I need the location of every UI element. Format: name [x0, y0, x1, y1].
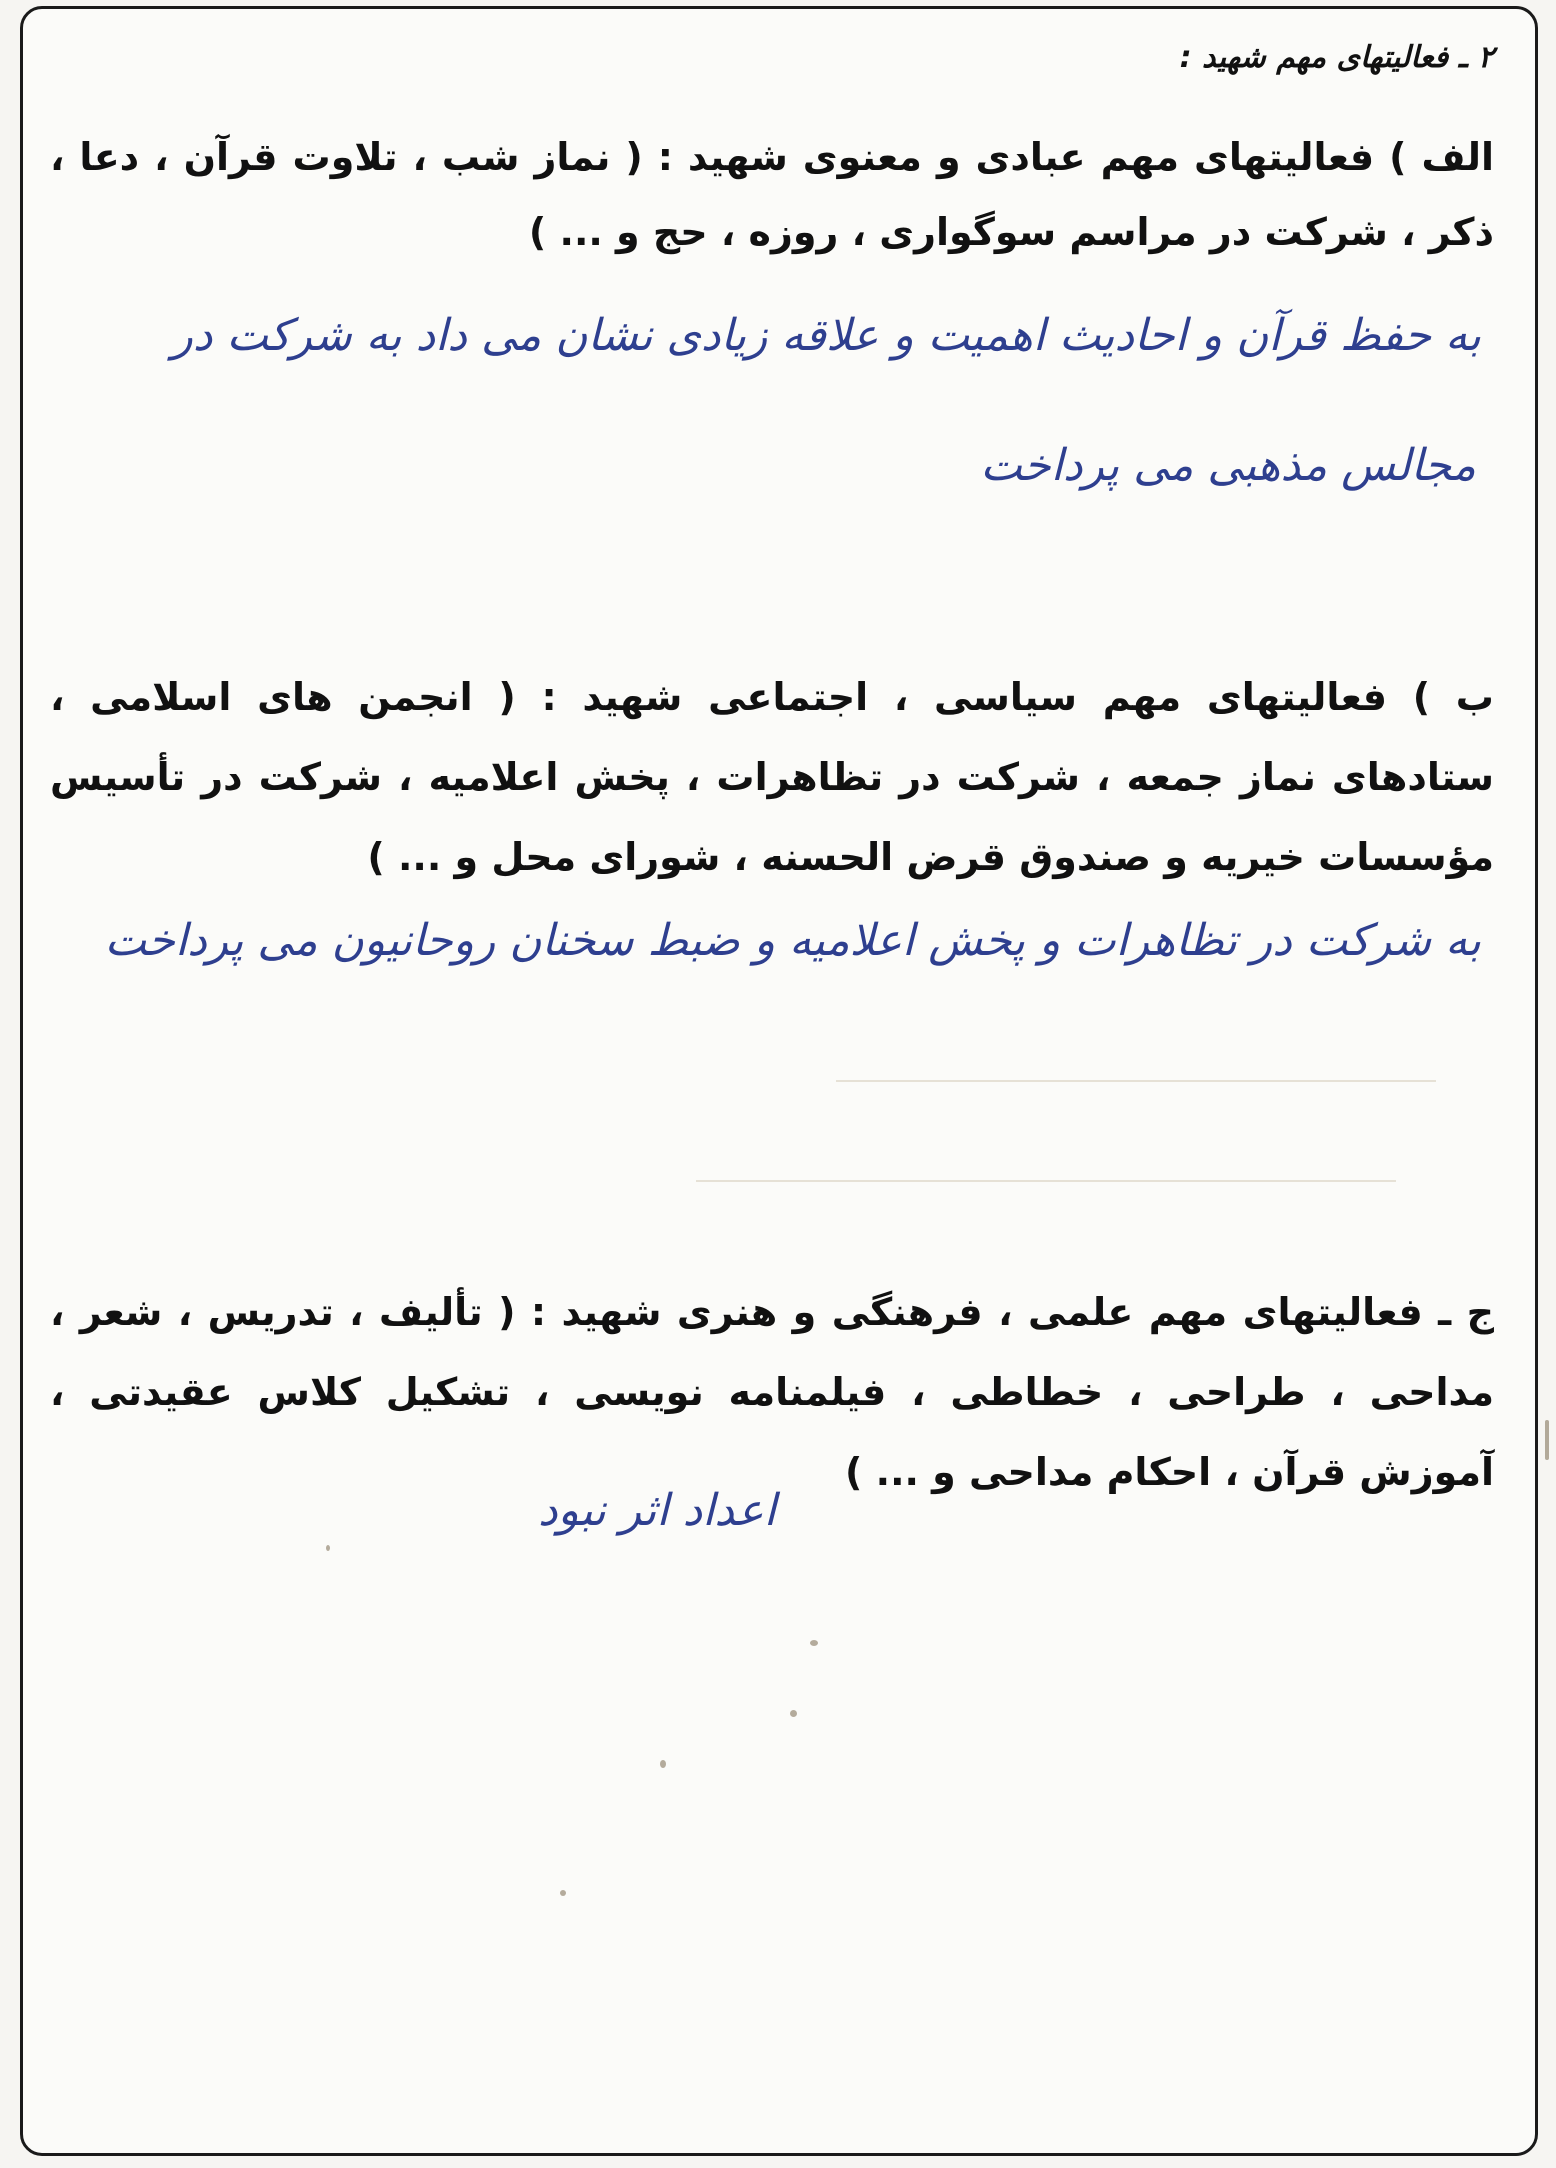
section-a-handwritten-answer-1: به حفظ قرآن و احادیث اهمیت و علاقه زیادی نشان می داد به شرکت در	[171, 310, 1481, 361]
paper-speck	[660, 1760, 666, 1768]
section-c-handwritten-answer-1: اعداد اثر نبود	[538, 1485, 776, 1536]
paper-speck	[326, 1545, 330, 1551]
paper-speck	[810, 1640, 818, 1646]
section-heading: ۲ ـ فعالیتهای مهم شهید :	[1179, 40, 1494, 75]
section-b-line-1: ب ) فعالیتهای مهم سیاسی ، اجتماعی شهید : ( انجمن های اسلامی ،	[50, 675, 1494, 719]
section-b-line-3: مؤسسات خیریه و صندوق قرض الحسنه ، شورای محل و ... )	[367, 835, 1494, 879]
paper-speck	[790, 1710, 797, 1717]
bleed-through-mark	[696, 1180, 1396, 1242]
section-a-line-1: الف ) فعالیتهای مهم عبادی و معنوی شهید : ( نماز شب ، تلاوت قرآن ، دعا ،	[50, 135, 1494, 179]
section-a-handwritten-answer-2: مجالس مذهبی می پرداخت	[980, 440, 1476, 491]
paper-speck	[560, 1890, 566, 1896]
section-c-line-3: آموزش قرآن ، احکام مداحی و ... )	[845, 1450, 1494, 1494]
paper-speck	[1545, 1420, 1549, 1460]
section-a-line-2: ذکر ، شرکت در مراسم سوگواری ، روزه ، حج و ... )	[528, 210, 1494, 254]
section-b-handwritten-answer-1: به شرکت در تظاهرات و پخش اعلامیه و ضبط سخنان روحانیون می پرداخت	[104, 915, 1481, 966]
section-c-line-1: ج ـ فعالیتهای مهم علمی ، فرهنگی و هنری شهید : ( تألیف ، تدریس ، شعر ،	[50, 1290, 1494, 1334]
section-b-line-2: ستادهای نماز جمعه ، شرکت در تظاهرات ، پخش اعلامیه ، شرکت در تأسیس	[50, 755, 1494, 799]
bleed-through-mark	[836, 1080, 1436, 1142]
section-c-line-2: مداحی ، طراحی ، خطاطی ، فیلمنامه نویسی ، تشکیل کلاس عقیدتی ،	[50, 1370, 1494, 1414]
